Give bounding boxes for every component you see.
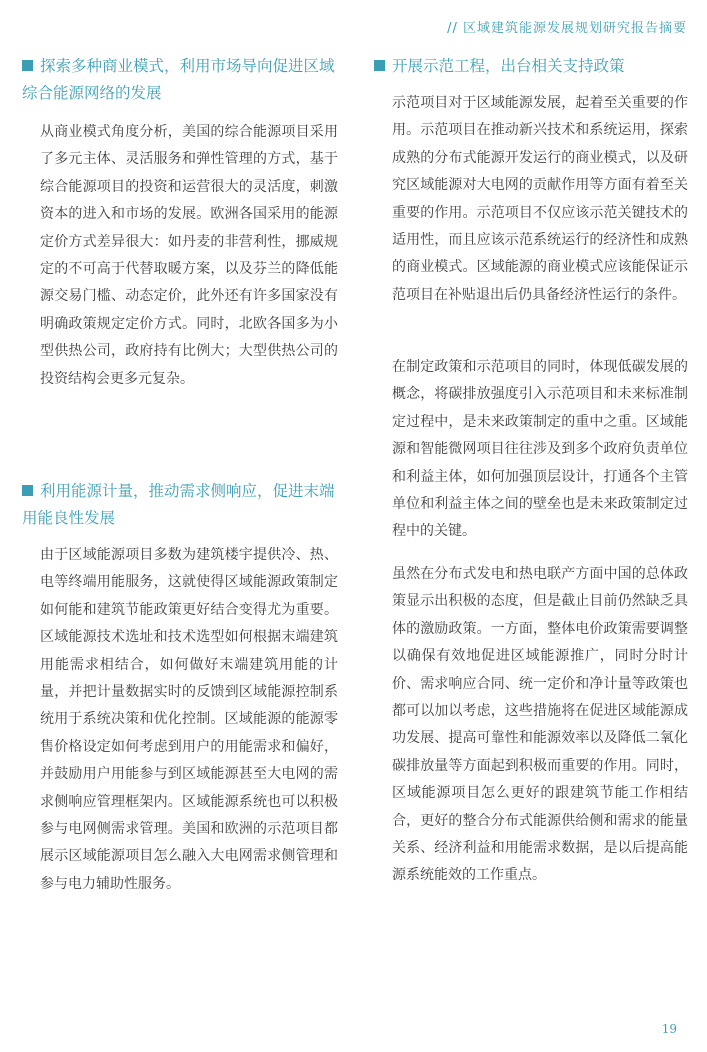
section-heading-text: 探索多种商业模式，利用市场导向促进区域综合能源网络的发展 bbox=[22, 57, 335, 102]
section-heading-text: 开展示范工程，出台相关支持政策 bbox=[392, 57, 625, 75]
section-heading-business-models bbox=[22, 53, 338, 107]
demonstration-paragraph-1: 示范项目对于区域能源发展，起着至关重要的作用。示范项目在推动新兴技术和系统运用，探索成熟的分布式能源开发运行的商业模式，以及研究区域能源对大电网的贡献作用等方面有着至关重要的作用。示范项目不仅应该示范关键技术的适用性，而且应该示范系统运行的经济性和成熟的商业模式。区域能源的商业模式应该能保证示范项目在补贴退出后仍具备经济性运行的条件。 bbox=[392, 95, 688, 303]
section-heading-energy-metering bbox=[22, 478, 338, 532]
page-number: 19 bbox=[661, 1022, 677, 1036]
demonstration-paragraph-3: 虽然在分布式发电和热电联产方面中国的总体政策显示出积极的态度，但是截止目前仍然缺乏具体的激励政策。一方面，整体电价政策需要调整以确保有效地促进区域能源推广，同时分时计价、需求响应合同、统一定价和净计量等政策也都可以加以考虑，这些措施将在促进区域能源成功发展、提高可靠性和能源效率以及降低二氧化碳排放量等方面起到积极而重要的作用。同时，区域能源项目怎么更好的跟建筑节能工作相结合，更好的整合分布式能源供给侧和需求的能量关系、经济利益和用能需求数据，是以后提高能源系统能效的工作重点。 bbox=[392, 566, 688, 884]
energy-metering-paragraph: 由于区域能源项目多数为建筑楼宇提供冷、热、电等终端用能服务，这就使得区域能源政策制定如何能和建筑节能政策更好结合变得尤为重要。区域能源技术选址和技术选型如何根据末端建筑用能需求相结合，如何做好末端建筑用能的计量，并把计量数据实时的反馈到区域能源控制系统用于系统决策和优化控制。区域能源的能源零售价格设定如何考虑到用户的用能需求和偏好，并鼓励用户用能参与到区域能源甚至大电网的需求侧响应管理框架内。区域能源系统也可以积极参与电网侧需求管理。美国和欧洲的示范项目都展示区域能源项目怎么融入大电网需求侧管理和参与电力辅助性服务。 bbox=[40, 547, 338, 892]
square-bullet-icon bbox=[22, 60, 33, 71]
running-header: // 区域建筑能源发展规划研究报告摘要 bbox=[447, 21, 687, 36]
section-heading-text: 利用能源计量，推动需求侧响应，促进末端用能良性发展 bbox=[22, 482, 335, 527]
section-heading-demonstration-projects bbox=[374, 53, 692, 80]
business-models-paragraph: 从商业模式角度分析，美国的综合能源项目采用了多元主体、灵活服务和弹性管理的方式，基于综合能源项目的投资和运营很大的灵活度，刺激资本的进入和市场的发展。欧洲各国采用的能源定价方式差异很大：如丹麦的非营利性，挪威规定的不可高于代替取暖方案，以及芬兰的降低能源交易门槛、动态定价，此外还有许多国家没有明确政策规定定价方式。同时，北欧各国多为小型供热公司，政府持有比例大；大型供热公司的投资结构会更多元复杂。 bbox=[40, 124, 338, 387]
square-bullet-icon bbox=[22, 485, 33, 496]
demonstration-paragraph-2: 在制定政策和示范项目的同时，体现低碳发展的概念，将碳排放强度引入示范项目和未来标准制定过程中，是未来政策制定的重中之重。区域能源和智能微网项目往往涉及到多个政府负责单位和利益主体，如何加强顶层设计，打通各个主管单位和利益主体之间的壁垒也是未来政策制定过程中的关键。 bbox=[392, 359, 688, 540]
square-bullet-icon bbox=[374, 60, 385, 71]
